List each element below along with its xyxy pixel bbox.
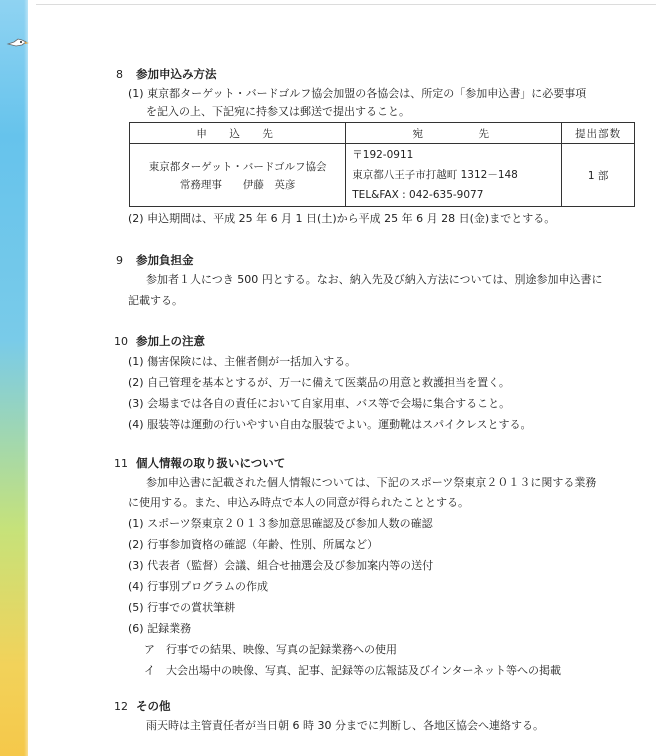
section-10-heading: 参加上の注意 [136, 334, 205, 348]
postal-code: 〒192-0911 [352, 149, 414, 161]
application-table [129, 122, 635, 207]
list-item: (3) 代表者（監督）会議、組合せ抽選会及び参加案内等の送付 [128, 559, 434, 572]
section-8-item2: (2) 申込期間は、平成 25 年 6 月 1 日(土)から平成 25 年 6 月 28 日(金)までとする。 [128, 212, 556, 225]
table-header-row [130, 123, 635, 144]
list-item: (6) 記録業務 [128, 622, 192, 635]
table-cell-address [346, 144, 562, 207]
table-cell-copies: 1 部 [562, 144, 635, 207]
section-8-heading: 参加申込み方法 [136, 67, 217, 81]
list-item: (4) 行事別プログラムの作成 [128, 580, 268, 593]
section-8-item1-line1: (1) 東京都ターゲット・バードゴルフ協会加盟の各協会は、所定の「参加申込書」に必要事項 [128, 87, 587, 100]
list-item: (1) 傷害保険には、主催者側が一括加入する。 [128, 355, 357, 368]
table-header-cell: 宛 先 [346, 123, 562, 144]
section-9-line1: 参加者１人につき 500 円とする。なお、納入先及び納入方法については、別途参加申込書に [146, 273, 603, 286]
recipient-org: 東京都ターゲット・バードゴルフ協会 [148, 160, 327, 173]
table-header-cell: 提出部数 [562, 123, 635, 144]
street-address: 東京都八王子市打越町 1312－148 [352, 169, 518, 181]
sub-item-i: イ 大会出場中の映像、写真、記事、記録等の広報誌及びインターネット等への掲載 [144, 664, 562, 677]
table-row [130, 144, 635, 207]
section-8-number: 8 [116, 68, 123, 81]
list-item: (3) 会場までは各自の責任において自家用車、バス等で会場に集合すること。 [128, 397, 511, 410]
recipient-person: 常務理事 伊藤 英彦 [179, 178, 296, 191]
sub-item-a: ア 行事での結果、映像、写真の記録業務への使用 [144, 643, 397, 656]
section-12-number: 12 [114, 700, 128, 713]
list-item: (2) 自己管理を基本とするが、万一に備えて医薬品の用意と救護担当を置く。 [128, 376, 510, 389]
list-item: (1) スポーツ祭東京２０１３参加意思確認及び参加人数の確認 [128, 517, 433, 530]
section-11-number: 11 [114, 457, 128, 470]
table-cell-recipient [130, 144, 346, 207]
section-11-heading: 個人情報の取り扱いについて [136, 456, 286, 470]
section-9-number: 9 [116, 254, 123, 267]
list-item: (5) 行事での賞状筆耕 [128, 601, 236, 614]
table-header-cell: 申 込 先 [130, 123, 346, 144]
section-9-heading: 参加負担金 [136, 253, 194, 267]
phone-fax: TEL&FAX : 042-635-9077 [352, 189, 484, 201]
section-11-line1: 参加申込書に記載された個人情報については、下記のスポーツ祭東京２０１３に関する業務 [146, 476, 597, 489]
section-9-line2: 記載する。 [128, 294, 183, 307]
list-item: (4) 服装等は運動の行いやすい自由な服装でよい。運動靴はスパイクレスとする。 [128, 418, 532, 431]
section-12-line1: 雨天時は主管責任者が当日朝 6 時 30 分までに判断し、各地区協会へ連絡する。 [146, 719, 544, 732]
section-12-heading: その他 [136, 699, 171, 713]
list-item: (2) 行事参加資格の確認（年齢、性別、所属など） [128, 538, 379, 551]
section-8-item1-line2: を記入の上、下記宛に持参又は郵送で提出すること。 [146, 105, 410, 118]
section-11-line2: に使用する。また、申込み時点で本人の同意が得られたこととする。 [128, 496, 469, 509]
section-10-number: 10 [114, 335, 128, 348]
